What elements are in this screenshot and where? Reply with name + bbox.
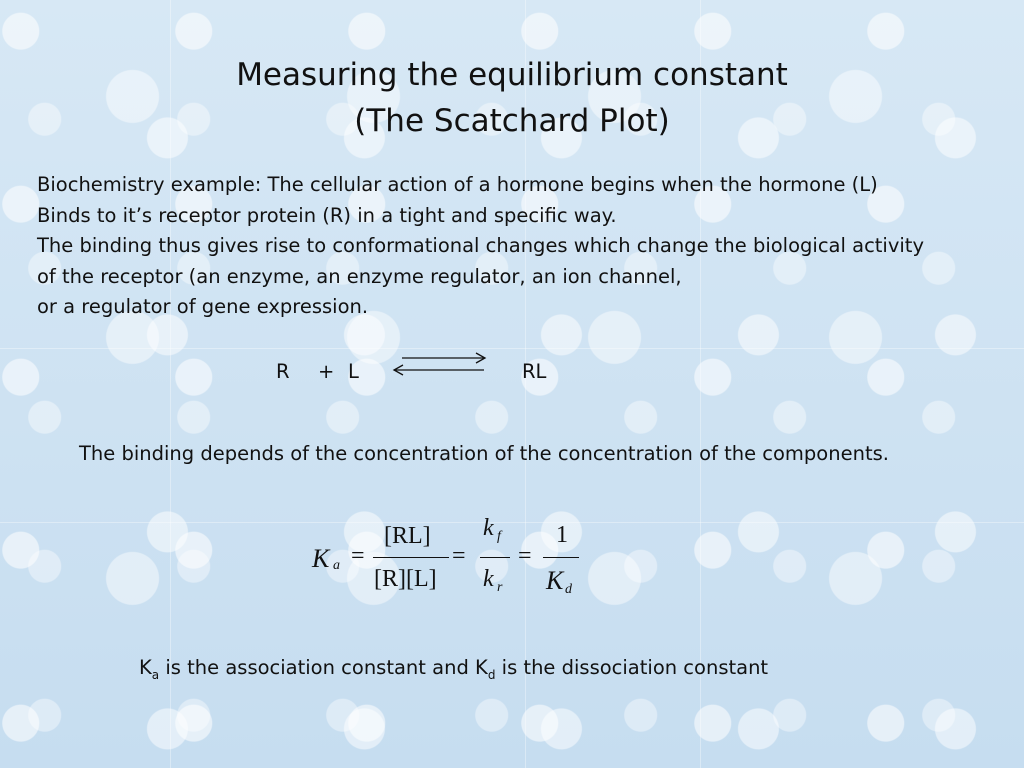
reactant-l: L	[348, 360, 359, 383]
footnote-text: is the association constant and	[159, 656, 476, 679]
paragraph-line: or a regulator of gene expression.	[37, 295, 369, 318]
denominator-r-l: [R][L]	[374, 566, 437, 592]
numerator-one: 1	[556, 522, 568, 548]
equals-sign: =	[351, 543, 365, 569]
plus-sign: +	[318, 360, 335, 383]
paragraph-line: Biochemistry example: The cellular action of a hormone begins when the hormone (L)	[37, 173, 878, 196]
title-line-1: Measuring the equilibrium constant	[236, 57, 788, 93]
fraction-bar	[373, 557, 449, 558]
equilibrium-arrows-icon	[390, 350, 490, 380]
ka-label: K	[139, 656, 152, 679]
ka-label-subscript: a	[151, 667, 160, 682]
ka-symbol: K	[312, 544, 330, 573]
product-rl: RL	[522, 360, 547, 383]
paragraph-line: Binds to it’s receptor protein (R) in a tight and specific way.	[37, 203, 617, 227]
fraction-bar	[543, 557, 579, 558]
ka-subscript: a	[333, 558, 340, 573]
kd-label-subscript: d	[487, 667, 496, 682]
equals-sign: =	[518, 543, 532, 569]
fraction-bar	[480, 557, 510, 558]
body-paragraph	[37, 170, 997, 323]
title-line-2: (The Scatchard Plot)	[354, 103, 670, 139]
reaction-equation	[0, 356, 1024, 396]
association-constant-equation	[300, 510, 600, 610]
footnote-text: is the dissociation constant	[495, 656, 769, 679]
kd-subscript: d	[565, 582, 572, 597]
slide-title	[0, 52, 1024, 144]
kf-subscript: f	[497, 529, 501, 544]
kr-symbol: k	[483, 566, 494, 592]
binding-statement: The binding depends of the concentration of the concentration of the components.	[79, 442, 889, 465]
reactant-r: R	[276, 360, 290, 383]
constants-footnote	[139, 656, 768, 682]
paragraph-line: of the receptor (an enzyme, an enzyme regulator, an ion channel,	[37, 264, 682, 288]
kf-symbol: k	[483, 515, 494, 541]
numerator-rl: [RL]	[384, 523, 431, 549]
kd-symbol: K	[546, 566, 564, 595]
kd-label: K	[475, 656, 488, 679]
kr-subscript: r	[497, 580, 503, 595]
background-divider	[0, 348, 1024, 349]
equals-sign: =	[452, 543, 466, 569]
paragraph-line: The binding thus gives rise to conformational changes which change the biological activity	[37, 234, 924, 257]
